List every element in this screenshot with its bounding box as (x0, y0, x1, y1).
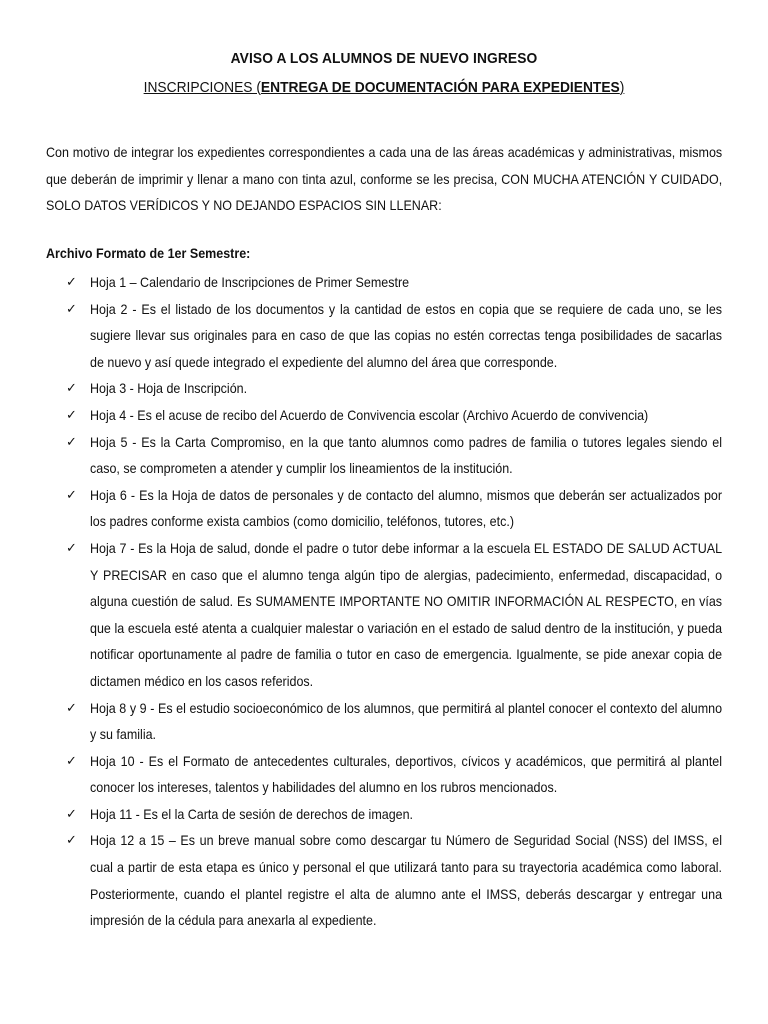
list-item (0, 536, 722, 696)
list-item-text: Hoja 7 - Es la Hoja de salud, donde el padre o tutor debe informar a la escuela EL ESTADO DE SALUD ACTUAL Y PRECISAR en caso que el alumno tenga algún tipo de alergias, padecimiento, enfermedad, discapacidad, o alguna cuestión de salud. Es SUMAMENTE IMPORTANTE NO OMITIR INFORMACIÓN AL RESPECTO, en vías que la escuela esté atenta a cualquier malestar o variación en el estado de salud dentro de la institución, y pueda notificar oportunamente al padre de familia o tutor en caso de emergencia. Igualmente, se pide anexar copia de dictamen médico en los casos referidos. (90, 540, 723, 689)
checkmark-icon: ✓ (66, 833, 77, 849)
checkmark-icon: ✓ (66, 275, 77, 290)
section-heading: Archivo Formato de 1er Semestre: (46, 246, 251, 261)
list-item-text: Hoja 11 - Es el la Carta de sesión de derechos de imagen. (90, 806, 414, 822)
list-item (0, 802, 722, 829)
checkmark-icon: ✓ (66, 540, 77, 556)
checkmark-icon: ✓ (66, 381, 77, 397)
list-item (0, 270, 722, 297)
list-item-text: Hoja 3 - Hoja de Inscripción. (90, 381, 248, 397)
list-item-text: Hoja 10 - Es el Formato de antecedentes culturales, deportivos, cívicos y académicos, que permitirá al plantel conocer los intereses, talentos y habilidades del alumno en los rubros mencionados. (90, 753, 723, 796)
list-item-text: Hoja 5 - Es la Carta Compromiso, en la que tanto alumnos como padres de familia o tutores legales siendo el caso, se comprometen a atender y cumplir los lineamientos de la institución. (90, 434, 723, 477)
list-item (0, 483, 722, 536)
intro-paragraph: Con motivo de integrar los expedientes correspondientes a cada una de las áreas académicas y administrativas, mismos que deberán de imprimir y llenar a mano con tinta azul, conforme se les precisa, CON MUCHA ATENCIÓN Y CUIDADO, SOLO DATOS VERÍDICOS Y NO DEJANDO ESPACIOS SIN LLENAR: (46, 145, 723, 213)
list-item (0, 696, 722, 749)
list-item-text: Hoja 12 a 15 – Es un breve manual sobre como descargar tu Número de Seguridad Social (NSS) del IMSS, el cual a partir de esta etapa es único y personal el que utilizará tanto para su trayectoria académica como laboral. Posteriormente, cuando el plantel registre el alta de alumno ante el IMSS, deberás descargar y entregar una impresión de la cédula para anexarla al expediente. (90, 833, 723, 929)
checkmark-icon: ✓ (66, 434, 77, 450)
checkmark-icon: ✓ (66, 407, 77, 423)
document-list (0, 270, 768, 935)
checkmark-icon: ✓ (66, 753, 77, 769)
list-item-text: Hoja 1 – Calendario de Inscripciones de Primer Semestre (90, 275, 410, 290)
list-item (0, 828, 722, 934)
checkmark-icon: ✓ (66, 700, 77, 716)
page-subtitle (31, 79, 738, 96)
list-item-text: Hoja 6 - Es la Hoja de datos de personales y de contacto del alumno, mismos que deberán ser actualizados por los padres conforme exista cambios (como domicilio, teléfonos, tutores, etc.) (90, 487, 723, 530)
page-title: AVISO A LOS ALUMNOS DE NUEVO INGRESO (230, 50, 538, 67)
checkmark-icon: ✓ (66, 301, 77, 317)
subtitle-suffix: ) (619, 79, 625, 96)
list-item-text: Hoja 4 - Es el acuse de recibo del Acuerdo de Convivencia escolar (Archivo Acuerdo de convivencia) (90, 407, 649, 423)
list-item (0, 403, 722, 430)
checkmark-icon: ✓ (66, 806, 77, 822)
subtitle-prefix: INSCRIPCIONES ( (143, 79, 261, 96)
list-item (0, 297, 722, 377)
list-item (0, 376, 722, 403)
list-item-text: Hoja 2 - Es el listado de los documentos y la cantidad de estos en copia que se requiere de cada uno, se les sugiere llevar sus originales para en caso de que las copias no estén correctas tenga posibilidades de sacarlas de nuevo y así quede integrado el expediente del alumno del área que corresponde. (90, 301, 723, 370)
checkmark-icon: ✓ (66, 487, 77, 503)
list-item (0, 749, 722, 802)
list-item (0, 430, 722, 483)
subtitle-bold: ENTREGA DE DOCUMENTACIÓN PARA EXPEDIENTES (260, 79, 620, 96)
list-item-text: Hoja 8 y 9 - Es el estudio socioeconómico de los alumnos, que permitirá al plantel conocer el contexto del alumno y su familia. (90, 700, 723, 743)
